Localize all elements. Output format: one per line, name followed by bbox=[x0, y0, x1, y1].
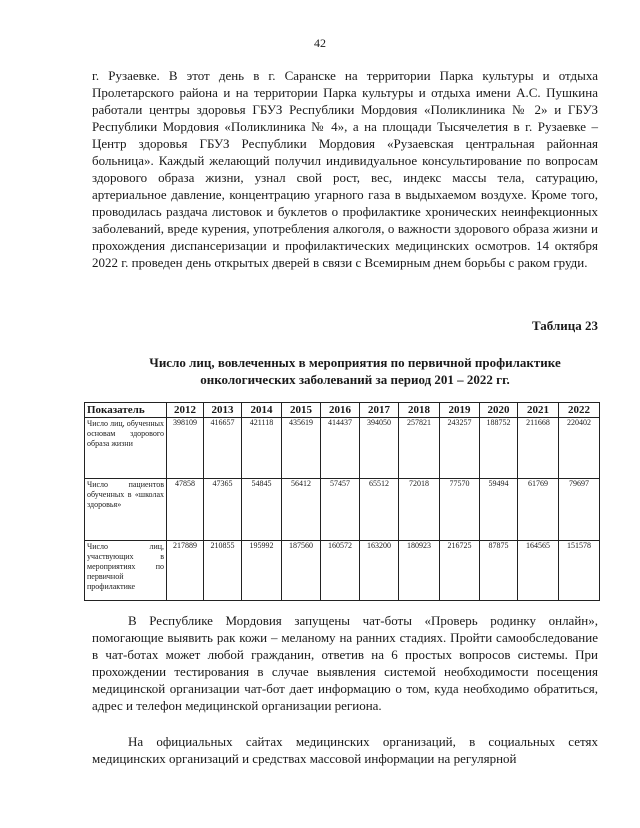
header-cell-year: 2012 bbox=[167, 403, 204, 418]
table-cell: 151578 bbox=[559, 541, 600, 601]
table-cell: 414437 bbox=[321, 418, 360, 479]
header-cell-year: 2020 bbox=[480, 403, 518, 418]
header-cell-year: 2017 bbox=[360, 403, 399, 418]
table-cell: 187560 bbox=[282, 541, 321, 601]
table-cell: 56412 bbox=[282, 479, 321, 541]
table-cell: 243257 bbox=[440, 418, 480, 479]
table-cell: 47858 bbox=[167, 479, 204, 541]
table-cell: 72018 bbox=[399, 479, 440, 541]
header-cell-year: 2013 bbox=[204, 403, 242, 418]
header-cell-year: 2014 bbox=[242, 403, 282, 418]
header-cell-year: 2015 bbox=[282, 403, 321, 418]
table-cell: 47365 bbox=[204, 479, 242, 541]
header-cell-year: 2016 bbox=[321, 403, 360, 418]
header-cell-year: 2018 bbox=[399, 403, 440, 418]
row-label: Число пациентов обученных в «школах здоровья» bbox=[85, 479, 167, 541]
paragraph-1: г. Рузаевке. В этот день в г. Саранске на территории Парка культуры и отдыха Пролетарского района и на территории Парка культуры и отдыха имени А.С. Пушкина работали центры здоровья ГБУЗ Республики Мордовия «Поликлиника № 2» и ГБУЗ Республики Мордовия «Поликлиника № 4», а на площади Тысячелетия в г. Рузаевке – Центр здоровья ГБУЗ Республики Мордовия «Рузаевская центральная районная больница». Каждый желающий получил индивидуальное консультирование по вопросам здорового образа жизни, узнал свой рост, вес, индекс массы тела, сатурацию, артериальное давление, концентрацию угарного газа в выдыхаемом воздухе. Кроме того, проводилась раздача листовок и буклетов о профилактике хронических неинфекционных заболеваний, вреде курения, употребления алкоголя, о важности здорового образа жизни и прохождения диспансеризации и профилактических медицинских осмотров. 14 октября 2022 г. проведен день открытых дверей в связи с Всемирным днем борьбы с раком груди. bbox=[92, 68, 598, 270]
header-cell-indicator: Показатель bbox=[85, 403, 167, 418]
row-label: Число лиц, участвующих в мероприятиях по первичной профилактике bbox=[85, 541, 167, 601]
data-table bbox=[84, 402, 600, 601]
header-cell-year: 2019 bbox=[440, 403, 480, 418]
table-row bbox=[85, 479, 600, 541]
row-label: Число лиц, обученных основам здорового образа жизни bbox=[85, 418, 167, 479]
table-cell: 435619 bbox=[282, 418, 321, 479]
table-cell: 160572 bbox=[321, 541, 360, 601]
table-cell: 257821 bbox=[399, 418, 440, 479]
table-cell: 180923 bbox=[399, 541, 440, 601]
table-row bbox=[85, 418, 600, 479]
table-cell: 398109 bbox=[167, 418, 204, 479]
table-cell: 87875 bbox=[480, 541, 518, 601]
paragraph-3: На официальных сайтах медицинских организаций, в социальных сетях медицинских организаций и средствах массовой информации на регулярной bbox=[92, 734, 598, 766]
table-cell: 164565 bbox=[518, 541, 559, 601]
table-cell: 217889 bbox=[167, 541, 204, 601]
table-cell: 79697 bbox=[559, 479, 600, 541]
table-cell: 59494 bbox=[480, 479, 518, 541]
table-cell: 188752 bbox=[480, 418, 518, 479]
table-cell: 211668 bbox=[518, 418, 559, 479]
table-cell: 210855 bbox=[204, 541, 242, 601]
table-label: Таблица 23 bbox=[531, 318, 598, 333]
table-cell: 57457 bbox=[321, 479, 360, 541]
header-cell-year: 2022 bbox=[559, 403, 600, 418]
table-cell: 220402 bbox=[559, 418, 600, 479]
table-cell: 65512 bbox=[360, 479, 399, 541]
table-header-row bbox=[85, 403, 600, 418]
table-cell: 421118 bbox=[242, 418, 282, 479]
table-title: Число лиц, вовлеченных в мероприятия по первичной профилактике онкологических заболеваний за период 201 – 2022 гг. bbox=[149, 355, 561, 387]
table-cell: 216725 bbox=[440, 541, 480, 601]
table-cell: 416657 bbox=[204, 418, 242, 479]
header-cell-year: 2021 bbox=[518, 403, 559, 418]
table-cell: 163200 bbox=[360, 541, 399, 601]
table-cell: 394050 bbox=[360, 418, 399, 479]
page-number: 42 bbox=[314, 36, 326, 50]
table-cell: 54845 bbox=[242, 479, 282, 541]
paragraph-2: В Республике Мордовия запущены чат-боты «Проверь родинку онлайн», помогающие выявить рак кожи – меланому на ранних стадиях. Пройти самообследование в чат-ботах может любой гражданин, ответив на 6 простых вопросов системы. При прохождении тестирования в случае выявления системой необходимости посещения медицинской организации чат-бот дает информацию о том, куда необходимо обратиться, адрес и телефон медицинской организации региона. bbox=[92, 613, 598, 713]
table-cell: 195992 bbox=[242, 541, 282, 601]
table-cell: 77570 bbox=[440, 479, 480, 541]
table-cell: 61769 bbox=[518, 479, 559, 541]
table-row bbox=[85, 541, 600, 601]
